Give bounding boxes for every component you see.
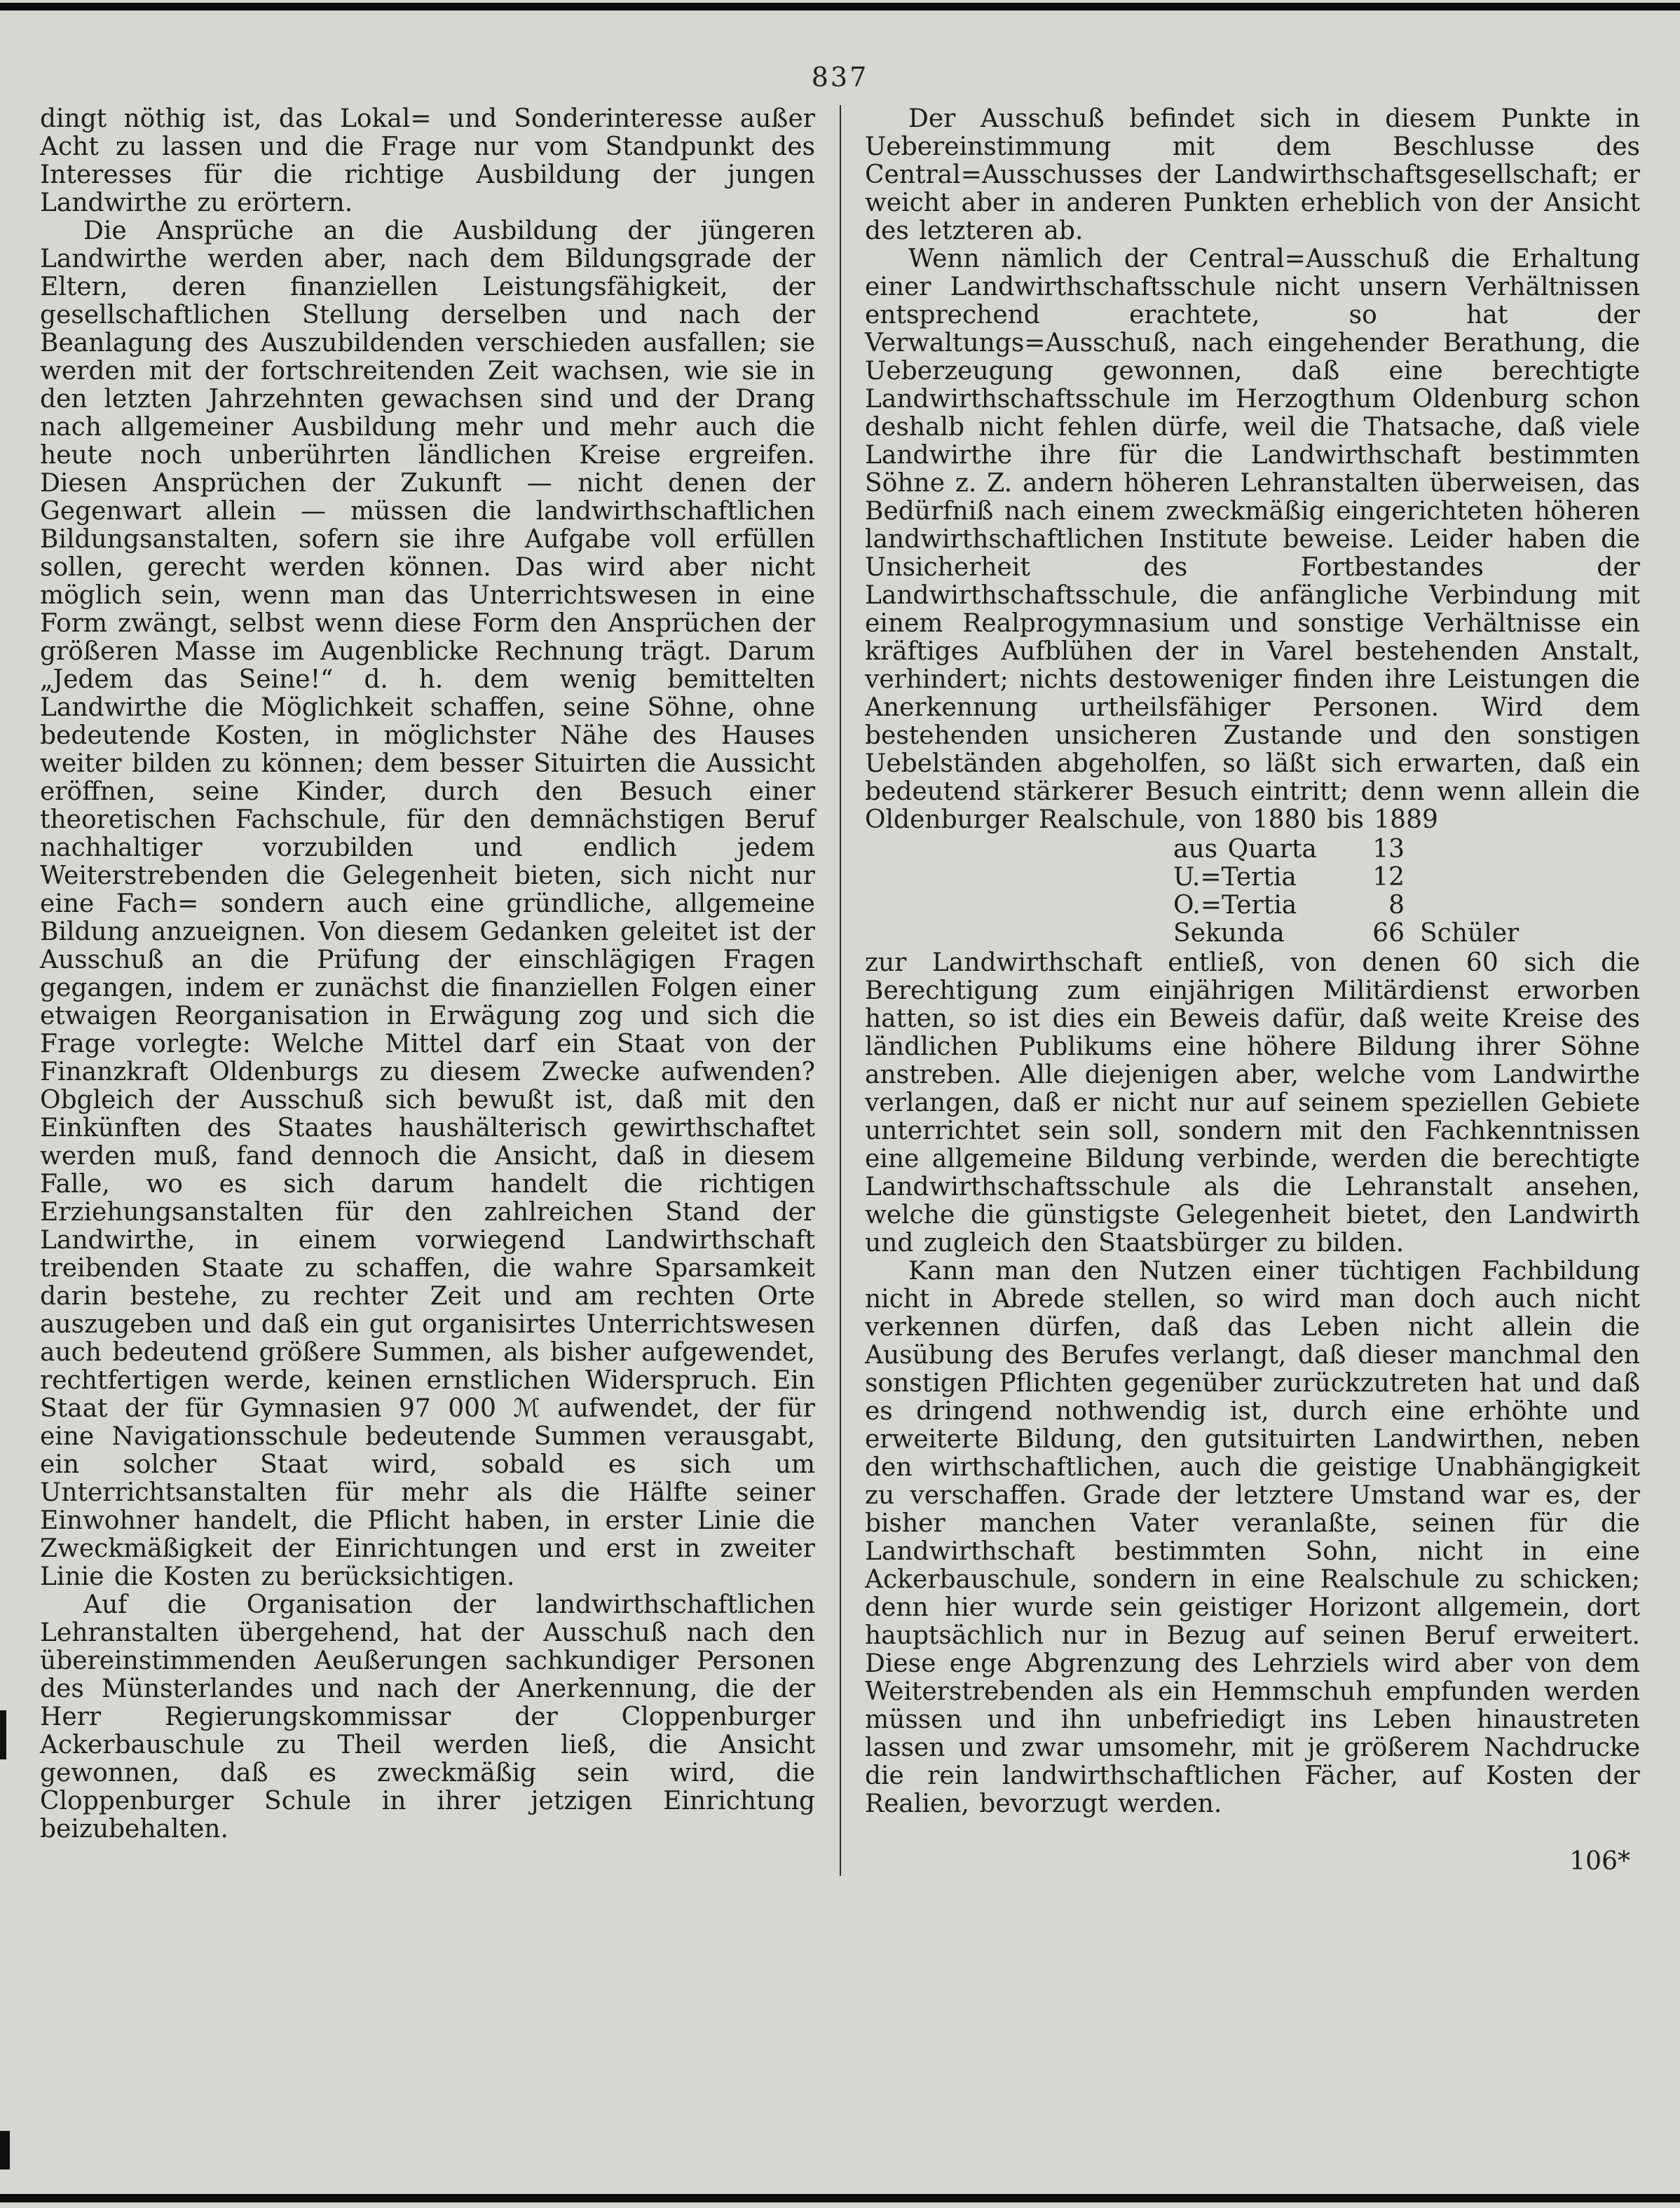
enrollment-count: 12 bbox=[1372, 863, 1405, 892]
paragraph: zur Landwirthschaft entließ, von denen 60 sich die Berechtigung zum einjährigen Militärdienst erworben hatten, so ist dies ein Beweis dafür, daß weite Kreise des ländlichen Publikums eine höhere Bildung ihrer Söhne anstreben. Alle diejenigen aber, welche vom Landwirthe verlangen, daß er nicht nur auf seinem speziellen Gebiete unterrichtet sein soll, sondern mit den Fachkenntnissen eine allgemeine Bildung verbinde, werden die berechtigte Landwirthschaftsschule als die Lehranstalt ansehen, welche die günstigste Gelegenheit bietet, den Landwirth und zugleich den Staatsbürger zu bilden. bbox=[865, 948, 1640, 1258]
right-column bbox=[865, 105, 1640, 1876]
scan-artifact-left-mark bbox=[0, 1710, 6, 1759]
scan-artifact-top-edge bbox=[0, 3, 1680, 11]
enrollment-count: 8 bbox=[1388, 891, 1405, 920]
paragraph: Der Ausschuß befindet sich in diesem Punkte in Uebereinstimmung mit dem Beschlusse des Central=Ausschusses der Landwirthschaftsgesellschaft; er weicht aber in anderen Punkten erheblich von der Ansicht des letzteren ab. bbox=[865, 104, 1640, 245]
paragraph: dingt nöthig ist, das Lokal= und Sonderinteresse außer Acht zu lassen und die Frage nur vom Standpunkt des Interesses für die richtige Ausbildung der jungen Landwirthe zu erörtern. bbox=[40, 104, 815, 217]
column-divider-rule bbox=[840, 105, 841, 1876]
enrollment-row bbox=[1173, 892, 1640, 920]
enrollment-row bbox=[1173, 864, 1640, 892]
paragraph: Die Ansprüche an die Ausbildung der jüngeren Landwirthe werden aber, nach dem Bildungsgrade der Eltern, deren finanziellen Leistungsfähigkeit, der gesellschaftlichen Stellung derselben und nach der Beanlagung des Auszubildenden verschieden ausfallen; sie werden mit der fortschreitenden Zeit wachsen, wie sie in den letzten Jahrzehnten gewachsen sind und der Drang nach allgemeiner Ausbildung mehr und mehr auch die heute noch unberührten ländlichen Kreise ergreifen. Diesen Ansprüchen der Zukunft — nicht denen der Gegenwart allein — müssen die landwirthschaftlichen Bildungsanstalten, sofern sie ihre Aufgabe voll erfüllen sollen, gerecht werden können. Das wird aber nicht möglich sein, wenn man das Unterrichtswesen in eine Form zwängt, selbst wenn diese Form den Ansprüchen der größeren Masse im Augenblicke Rechnung trägt. Darum „Jedem das Seine!“ d. h. dem wenig bemittelten Landwirthe die Möglichkeit schaffen, seine Söhne, ohne bedeutende Kosten, in möglichster Nähe des Hauses weiter bilden zu können; dem besser Situirten die Aussicht eröffnen, seine Kinder, durch den Besuch einer theoretischen Fachschule, für den demnächstigen Beruf nachhaltiger vorzubilden und endlich jedem Weiterstrebenden die Gelegenheit bieten, sich nicht nur eine Fach= sondern auch eine gründliche, allgemeine Bildung anzueignen. Von diesem Gedanken geleitet ist der Ausschuß an die Prüfung der einschlägigen Fragen gegangen, indem er zunächst die finanziellen Folgen einer etwaigen Reorganisation in Erwägung zog und sich die Frage vorlegte: Welche Mittel darf ein Staat von der Finanzkraft Oldenburgs zu diesem Zwecke aufwenden? Obgleich der Ausschuß sich bewußt ist, daß mit den Einkünften des Staates haushälterisch gewirthschaftet werden muß, fand dennoch die Ansicht, daß in diesem Falle, wo es sich darum handelt die richtigen Erziehungsanstalten für den zahlreichen Stand der Landwirthe, in einem vorwiegend Landwirthschaft treibenden Staate zu schaffen, die wahre Sparsamkeit darin bestehe, zu rechter Zeit und am rechten Orte auszugeben und daß ein gut organisirtes Unterrichtswesen auch bedeutend größere Summen, als bisher aufgewendet, rechtfertigen werde, keinen ernstlichen Widerspruch. Ein Staat der für Gymnasien 97 000 ℳ aufwendet, der für eine Navigationsschule bedeutende Summen verausgabt, ein solcher Staat wird, sobald es sich um Unterrichtsanstalten für mehr als die Hälfte seiner Einwohner handelt, die Pflicht haben, in erster Linie die Zweckmäßigkeit der Einrichtungen und erst in zweiter Linie die Kosten zu berücksichtigen. bbox=[40, 217, 815, 1591]
enrollment-unit: Schüler bbox=[1420, 919, 1519, 948]
page-body bbox=[40, 105, 1640, 1876]
enrollment-class-label: aus Quarta bbox=[1173, 835, 1317, 864]
enrollment-row bbox=[1173, 836, 1640, 864]
enrollment-table bbox=[865, 836, 1640, 948]
enrollment-class-label: U.=Tertia bbox=[1173, 863, 1297, 892]
scan-artifact-left-mark bbox=[0, 2131, 10, 2169]
paragraph: Kann man den Nutzen einer tüchtigen Fachbildung nicht in Abrede stellen, so wird man doch auch nicht verkennen dürfen, daß das Leben nicht allein die Ausübung des Berufes verlangt, daß dieser manchmal den sonstigen Pflichten gegenüber zurückzutreten hat und daß es dringend nothwendig ist, durch eine erhöhte und erweiterte Bildung, den gutsituirten Landwirthen, neben den wirthschaftlichen, auch die geistige Unabhängigkeit zu verschaffen. Grade der letztere Umstand war es, der bisher manchen Vater veranlaßte, seinen für die Landwirthschaft bestimmten Sohn, nicht in eine Ackerbauschule, sondern in eine Realschule zu schicken; denn hier wurde sein geistiger Horizont allgemein, dort hauptsächlich nur in Bezug auf seinen Beruf erweitert. Diese enge Abgrenzung des Lehrziels wird aber von dem Weiterstrebenden als ein Hemmschuh empfunden werden müssen und ihn unbefriedigt ins Leben hinaustreten lassen und zwar umsomehr, mit je größerem Nachdrucke die rein landwirthschaftlichen Fächer, auf Kosten der Realien, bevorzugt werden. bbox=[865, 1257, 1640, 1818]
paragraph: Auf die Organisation der landwirthschaftlichen Lehranstalten übergehend, hat der Ausschuß nach den übereinstimmenden Aeußerungen sachkundiger Personen des Münsterlandes und nach der Anerkennung, die der Herr Regierungskommissar der Cloppenburger Ackerbauschule zu Theil werden ließ, die Ansicht gewonnen, daß es zweckmäßig sein wird, die Cloppenburger Schule in ihrer jetzigen Einrichtung beizubehalten. bbox=[40, 1590, 815, 1844]
enrollment-class-label: O.=Tertia bbox=[1173, 891, 1297, 920]
enrollment-row bbox=[1173, 920, 1640, 948]
scan-artifact-bottom-edge bbox=[0, 2194, 1680, 2202]
left-column bbox=[40, 105, 815, 1876]
enrollment-count: 66 bbox=[1372, 919, 1405, 948]
paragraph: Wenn nämlich der Central=Ausschuß die Erhaltung einer Landwirthschaftsschule nicht unsern Verhältnissen entsprechend erachtete, so hat der Verwaltungs=Ausschuß, nach eingehender Berathung, die Ueberzeugung gewonnen, daß eine berechtigte Landwirthschaftsschule im Herzogthum Oldenburg schon deshalb nicht fehlen dürfe, weil die Thatsache, daß viele Landwirthe ihre für die Landwirthschaft bestimmten Söhne z. Z. andern höheren Lehranstalten überweisen, das Bedürfniß nach einem zweckmäßig eingerichteten höheren landwirthschaftlichen Institute beweise. Leider haben die Unsicherheit des Fortbestandes der Landwirthschaftsschule, die anfängliche Verbindung mit einem Realprogymnasium und sonstige Verhältnisse ein kräftiges Aufblühen der in Varel bestehenden Anstalt, verhindert; nichts destoweniger finden ihre Leistungen die Anerkennung urtheilsfähiger Personen. Wird dem bestehenden unsicheren Zustande und den sonstigen Uebelständen abgeholfen, so läßt sich erwarten, daß ein bedeutend stärkerer Besuch eintritt; denn wenn allein die Oldenburger Realschule, von 1880 bis 1889 bbox=[865, 245, 1640, 834]
enrollment-count: 13 bbox=[1372, 835, 1405, 864]
page-number: 837 bbox=[811, 62, 869, 93]
signature-mark: 106* bbox=[1569, 1847, 1630, 1876]
enrollment-class-label: Sekunda bbox=[1173, 919, 1285, 948]
